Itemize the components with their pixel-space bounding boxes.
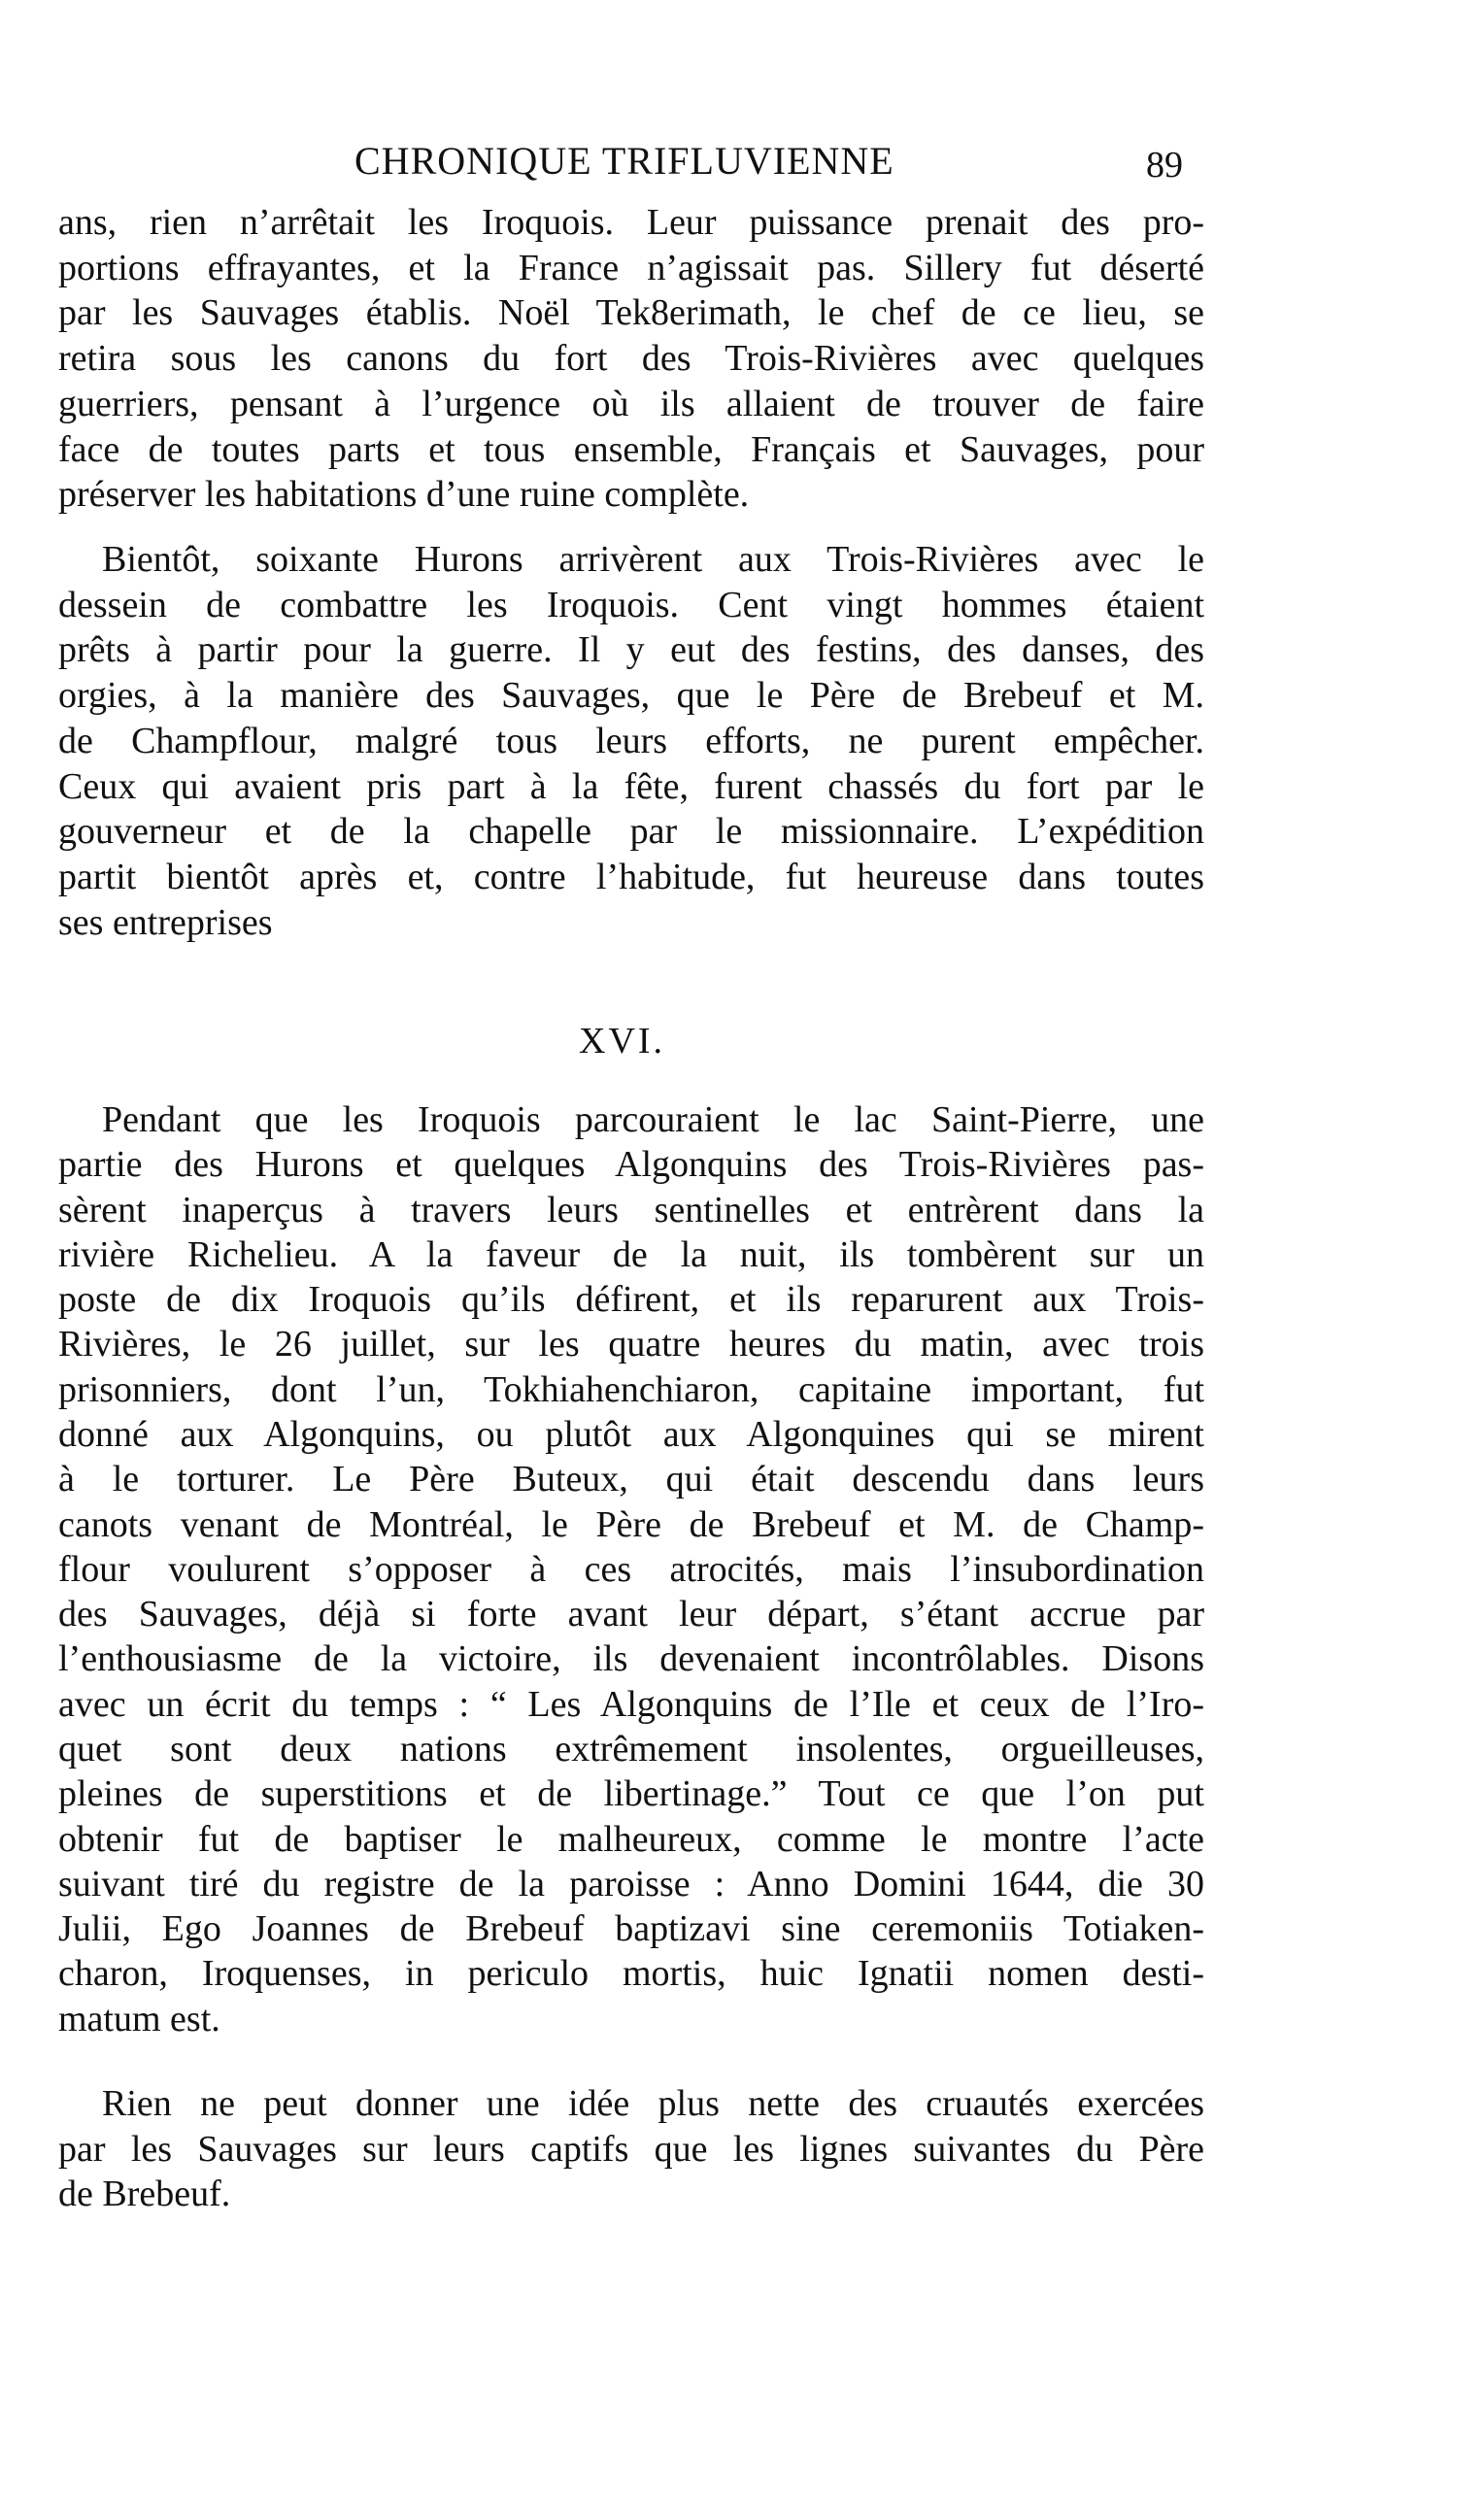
page-number: 89 [1146,145,1183,185]
text-line: Ceux qui avaient pris part à la fête, furent chassés du fort par le [58,765,1204,807]
paragraph [58,200,1204,518]
text-line: Julii, Ego Joannes de Brebeuf baptizavi sine ceremoniis Totiaken- [58,1908,1204,1950]
paragraph [58,2081,1204,2217]
text-line: partie des Hurons et quelques Algonquins des Trois-Rivières pas- [58,1144,1204,1186]
text-line: suivant tiré du registre de la paroisse : Anno Domini 1644, die 30 [58,1863,1204,1904]
text-line: prisonniers, dont l’un, Tokhiahenchiaron, capitaine important, fut [58,1368,1204,1410]
text-line: l’enthousiasme de la victoire, ils devenaient incontrôlables. Disons [58,1638,1204,1680]
text-line: de Champflour, malgré tous leurs efforts, ne purent empêcher. [58,720,1204,761]
text-line: dessein de combattre les Iroquois. Cent vingt hommes étaient [58,584,1204,625]
text-line: matum est. [58,1998,220,2039]
text-line: rivière Richelieu. A la faveur de la nuit, ils tombèrent sur un [58,1233,1204,1275]
text-line: ses entreprises [58,901,273,943]
text-line: flour voulurent s’opposer à ces atrocités, mais l’insubordination [58,1548,1204,1590]
running-title: CHRONIQUE TRIFLUVIENNE [354,139,894,183]
text-line: prêts à partir pour la guerre. Il y eut des festins, des danses, des [58,629,1204,671]
text-line: avec un écrit du temps : “ Les Algonquins de l’Ile et ceux de l’Iro- [58,1683,1204,1725]
text-line: pleines de superstitions et de libertinage.” Tout ce que l’on put [58,1773,1204,1815]
text-line: des Sauvages, déjà si forte avant leur départ, s’étant accrue par [58,1594,1204,1635]
text-line: sèrent inaperçus à travers leurs sentinelles et entrèrent dans la [58,1189,1204,1230]
text-line: guerriers, pensant à l’urgence où ils allaient de trouver de faire [58,383,1204,424]
text-line: de Brebeuf. [58,2174,231,2215]
text-line: à le torturer. Le Père Buteux, qui était descendu dans leurs [58,1459,1204,1500]
text-line: par les Sauvages établis. Noël Tek8erimath, le chef de ce lieu, se [58,292,1204,334]
text-line: retira sous les canons du fort des Trois-Rivières avec quelques [58,338,1204,380]
paragraph [58,1097,1204,2041]
text-line: charon, Iroquenses, in periculo mortis, huic Ignatii nomen desti- [58,1953,1204,1995]
text-line: partit bientôt après et, contre l’habitude, fut heureuse dans toutes [58,857,1204,898]
text-line: gouverneur et de la chapelle par le missionnaire. L’expédition [58,811,1204,853]
text-line: face de toutes parts et tous ensemble, Français et Sauvages, pour [58,428,1204,470]
text-line: canots venant de Montréal, le Père de Brebeuf et M. de Champ- [58,1503,1204,1545]
text-line: Pendant que les Iroquois parcouraient le lac Saint-Pierre, une [102,1099,1204,1140]
text-line: quet sont deux nations extrêmement insolentes, orgueilleuses, [58,1728,1204,1769]
text-line: Bientôt, soixante Hurons arrivèrent aux Trois-Rivières avec le [102,539,1204,580]
text-line: ans, rien n’arrêtait les Iroquois. Leur puissance prenait des pro- [58,202,1204,243]
text-line: obtenir fut de baptiser le malheureux, comme le montre l’acte [58,1818,1204,1860]
text-line: poste de dix Iroquois qu’ils défirent, et ils reparurent aux Trois- [58,1279,1204,1321]
paragraph [58,537,1204,946]
text-line: préserver les habitations d’une ruine complète. [58,474,750,516]
section-heading: XVI. [579,1021,666,1062]
text-line: Rien ne peut donner une idée plus nette des cruautés exercées [102,2083,1204,2124]
text-line: donné aux Algonquins, ou plutôt aux Algonquines qui se mirent [58,1413,1204,1455]
text-line: portions effrayantes, et la France n’agissait pas. Sillery fut déserté [58,247,1204,288]
text-line: par les Sauvages sur leurs captifs que les lignes suivantes du Père [58,2128,1204,2170]
text-line: Rivières, le 26 juillet, sur les quatre heures du matin, avec trois [58,1324,1204,1365]
text-line: orgies, à la manière des Sauvages, que le Père de Brebeuf et M. [58,675,1204,717]
